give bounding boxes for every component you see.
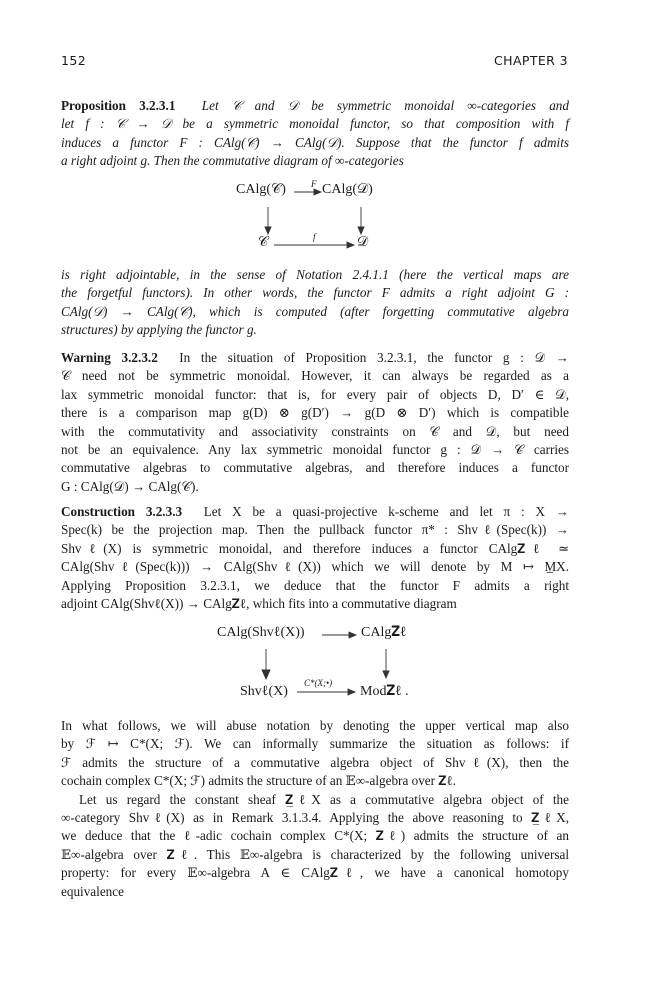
proposition-label: Proposition 3.2.3.1 — [61, 98, 176, 113]
text-line: there is a comparison map g(D) ⊗ g(D′) → g(D ⊗ D′) which is compatible — [61, 405, 569, 421]
diagram-node: Shvℓ(X) — [240, 684, 288, 699]
text-line: a right adjoint g. Then the commutative diagram of ∞-categories — [61, 153, 404, 169]
text-line: we deduce that the ℓ-adic cochain complex C*(X; 𝐙ℓ) admits the structure of an — [61, 828, 569, 844]
text-line: lax symmetric monoidal functor: that is, for every pair of objects D, D′ ∈ 𝒟, — [61, 386, 569, 402]
text-line: Let us regard the constant sheaf 𝐙̲ℓX as a commutative algebra object of the — [79, 791, 569, 807]
arrow-label: C*(X;•) — [304, 678, 333, 688]
text-line: structures) by applying the functor g. — [61, 322, 257, 338]
text-line: induces a functor F : CAlg(𝒞) → CAlg(𝒟). Suppose that the functor f admits — [61, 134, 569, 150]
text-line: Let X be a quasi-projective k-scheme and let π : X → — [203, 504, 569, 519]
chapter-header: CHAPTER 3 — [494, 53, 568, 68]
text-line: cochain complex C*(X; ℱ) admits the structure of an 𝔼∞-algebra over 𝐙ℓ. — [61, 773, 456, 789]
construction-label: Construction 3.2.3.3 — [61, 504, 183, 519]
text-line: property: for every 𝔼∞-algebra A ∈ CAlg𝐙ℓ, we have a canonical homotopy — [61, 865, 569, 881]
text-line: adjoint CAlg(Shvℓ(X)) → CAlg𝐙ℓ, which fits into a commutative diagram — [61, 596, 457, 612]
text-line: Spec(k) be the projection map. Then the pullback functor π* : Shvℓ(Spec(k)) → — [61, 522, 569, 538]
text-line: ℱ admits the structure of a commutative algebra object of Shvℓ(X), then the — [61, 754, 569, 770]
arrow-label: F — [311, 179, 317, 189]
text-line: with the commutativity and associativity constraints on 𝒞 and 𝒟, but need — [61, 423, 569, 439]
text-line: In the situation of Proposition 3.2.3.1, the functor g : 𝒟 → — [179, 350, 569, 365]
text-line: the forgetful functors). In other words, the functor F admits a right adjoint G : — [61, 285, 569, 301]
text-line: equivalence — [61, 883, 124, 899]
arrow-label: f — [313, 232, 316, 242]
text-line: 𝒞 need not be symmetric monoidal. However, it can always be regarded as a — [61, 368, 569, 384]
construction-continuation — [61, 717, 569, 901]
warning-label: Warning 3.2.3.2 — [61, 350, 158, 365]
text-line: CAlg(Shvℓ(Spec(k))) → CAlg(Shvℓ(X)) which we will denote by M ↦ M̲X. — [61, 559, 569, 575]
text-line: commutative algebras to commutative algebras, and therefore induces a functor — [61, 460, 569, 476]
diagram-node: CAlg(𝒞) — [236, 182, 286, 197]
text-line: Applying Proposition 3.2.3.1, we deduce that the functor F admits a right — [61, 577, 569, 593]
page-number: 152 — [61, 53, 87, 68]
diagram-node: CAlg𝐙ℓ — [361, 625, 407, 640]
text-line: G : CAlg(𝒟) → CAlg(𝒞). — [61, 478, 199, 494]
text-line: let f : 𝒞 → 𝒟 be a symmetric monoidal functor, so that composition with f — [61, 116, 569, 132]
text-line: is right adjointable, in the sense of Notation 2.4.1.1 (here the vertical maps are — [61, 267, 569, 282]
text-line: ∞-category Shvℓ(X) as in Remark 3.1.3.4. Applying the above reasoning to 𝐙̲ℓX, — [61, 810, 569, 826]
diagram-node: 𝒟 — [357, 235, 369, 250]
text-line: 𝔼∞-algebra over 𝐙ℓ. This 𝔼∞-algebra is characterized by the following universal — [61, 846, 569, 862]
diagram-node: CAlg(𝒟) — [322, 182, 373, 197]
text-line: not be an equivalence. Any lax symmetric monoidal functor g : 𝒟 → 𝒞 carries — [61, 442, 569, 458]
diagram-node: Mod𝐙ℓ . — [360, 684, 409, 699]
diagram-node: 𝒞 — [258, 235, 269, 250]
diagram-node: CAlg(Shvℓ(X)) — [217, 625, 305, 640]
text-line: by ℱ ↦ C*(X; ℱ). We can informally summarize the situation as follows: if — [61, 736, 569, 752]
text-line: In what follows, we will abuse notation by denoting the upper vertical map also — [61, 718, 569, 733]
text-line: Let 𝒞 and 𝒟 be symmetric monoidal ∞-categories and — [201, 98, 569, 113]
text-line: Shvℓ(X) is symmetric monoidal, and therefore induces a functor CAlg𝐙ℓ ≃ — [61, 540, 569, 556]
text-line: CAlg(𝒟) → CAlg(𝒞), which is computed (after forgetting commutative algebra — [61, 303, 569, 319]
